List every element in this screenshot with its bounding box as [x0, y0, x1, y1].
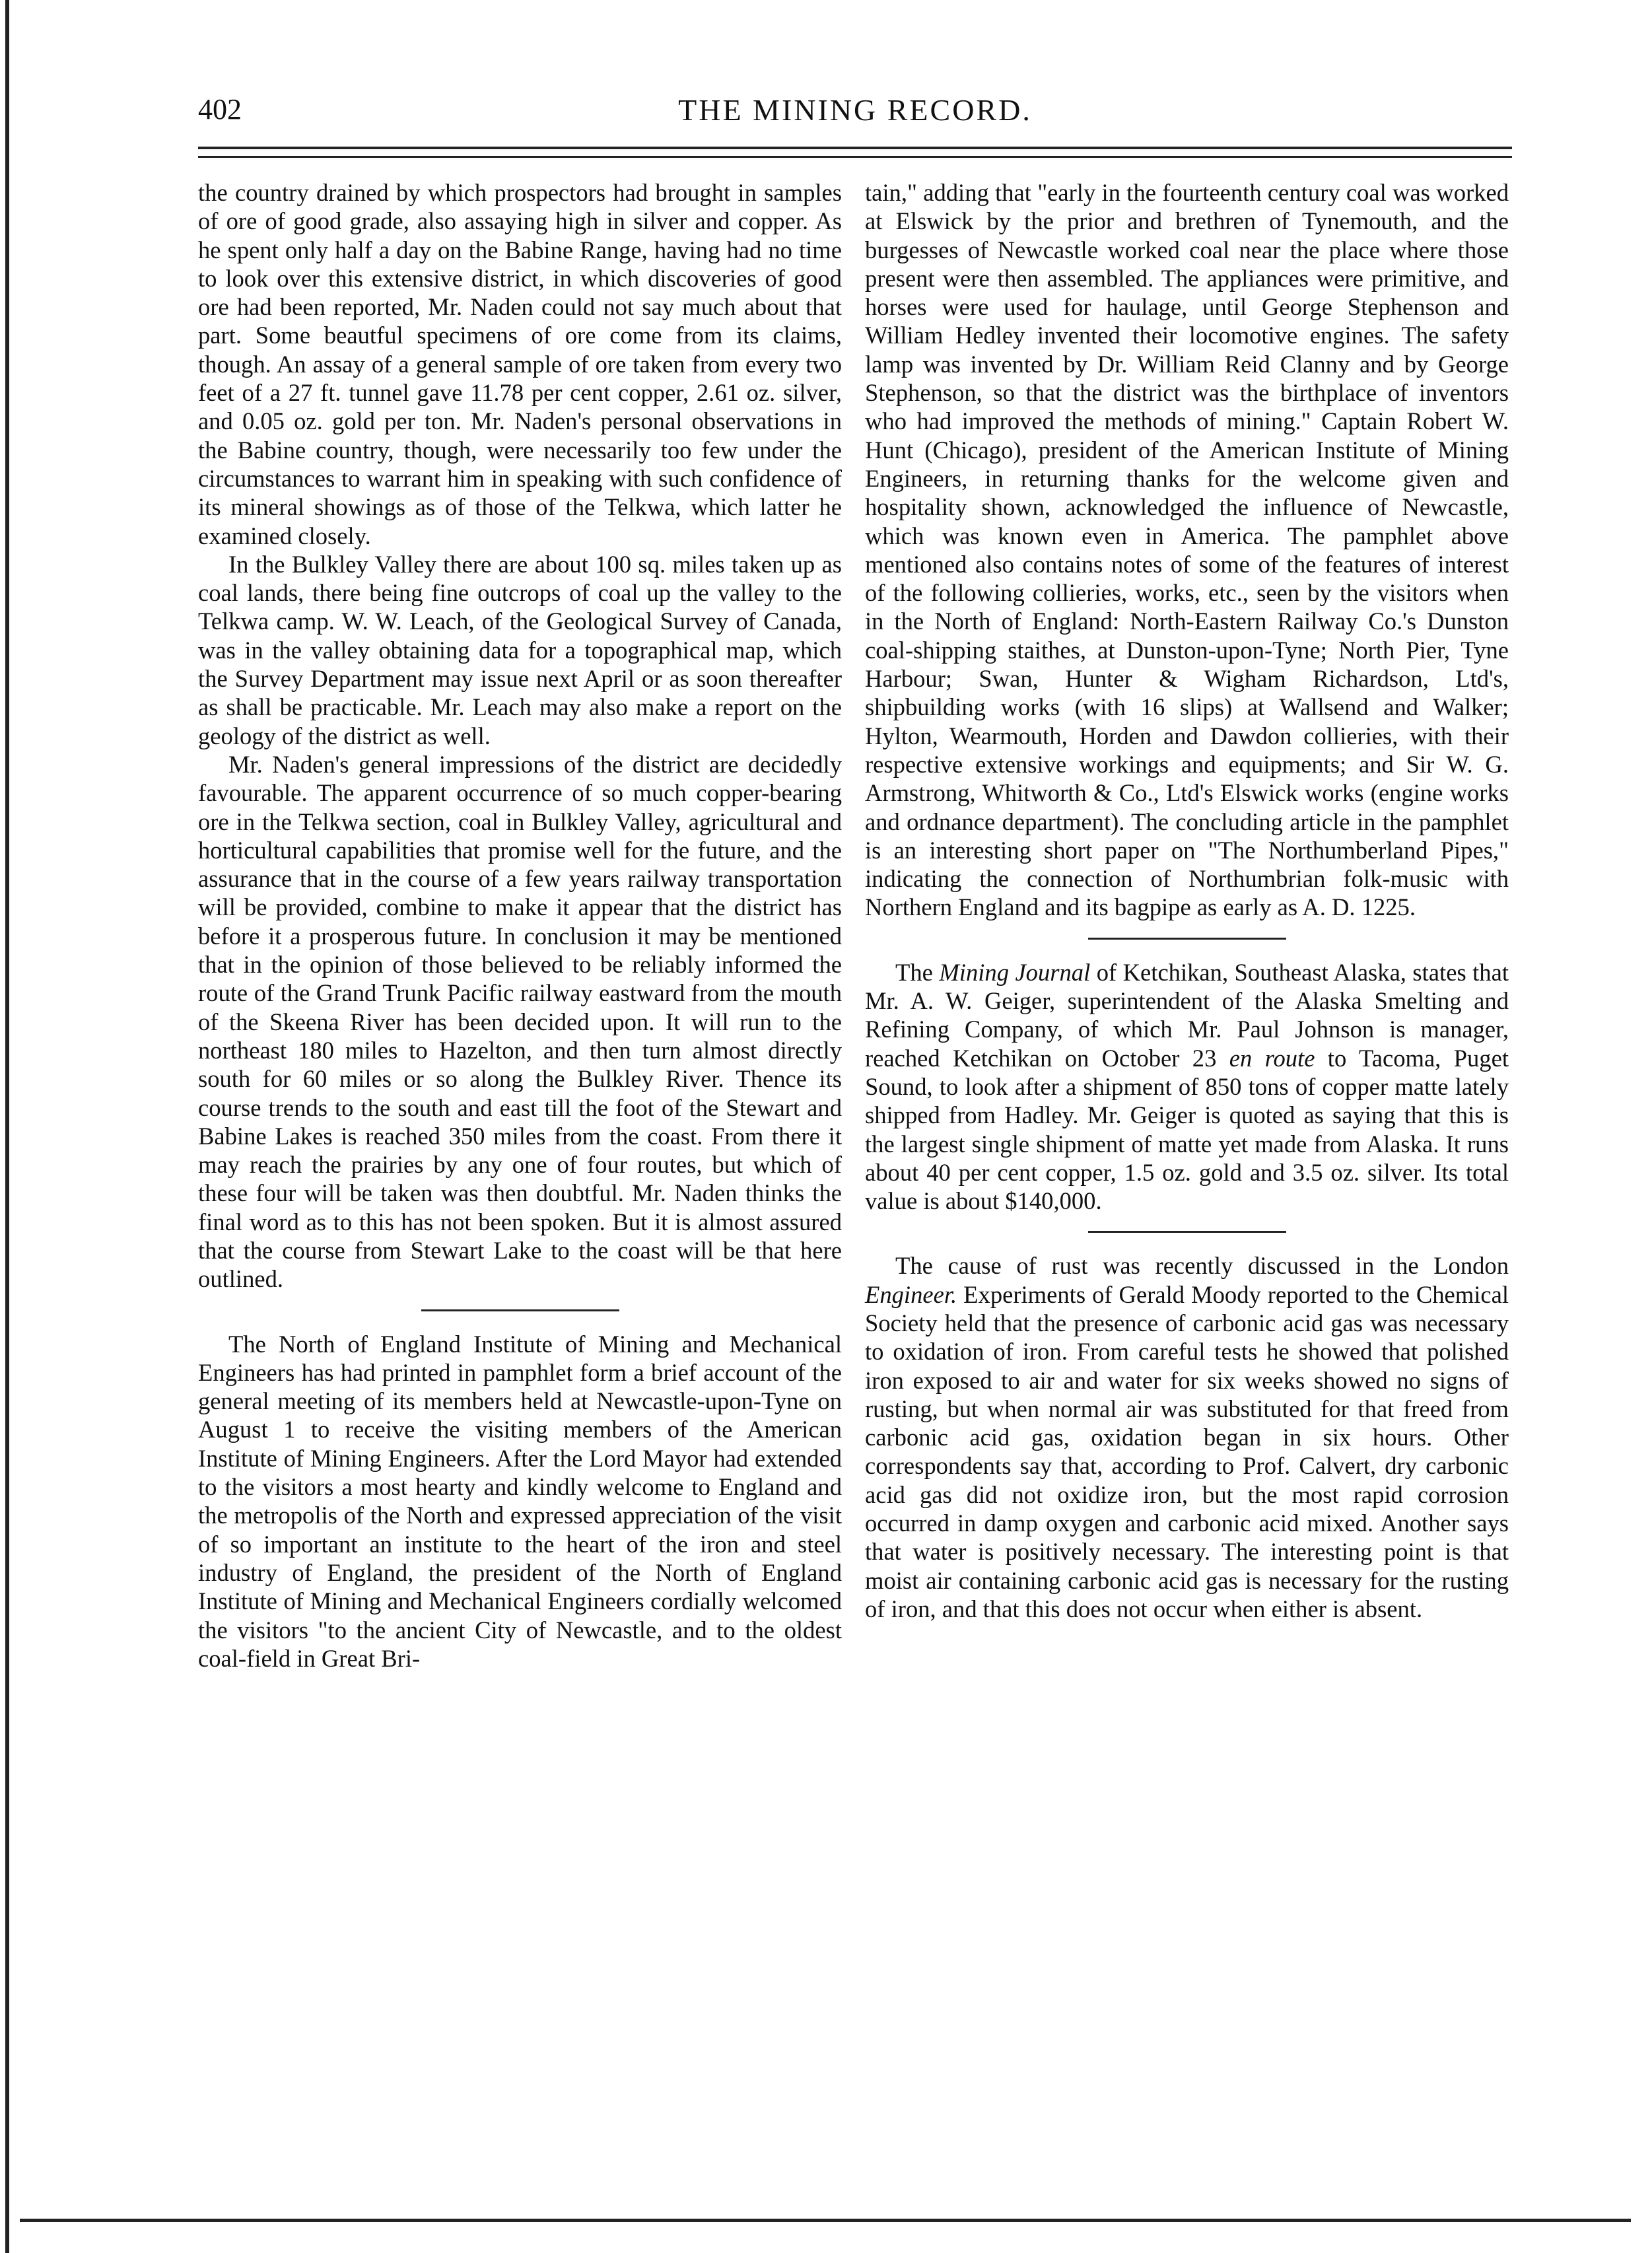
- publication-name: Engineer.: [865, 1280, 957, 1308]
- paragraph: The North of England Institute of Mining and Mechanical Engineers has had printed in pamphlet form a brief account of the general meeting of its members held at Newcastle-upon-Tyne on August 1 to receive the visiting members of the American Institute of Mining Engineers. After the Lord Mayor had extended to the visitors a most hearty and kindly welcome to England and the metropolis of the North and expressed appreciation of the visit of so important an institute to the heart of the iron and steel industry of England, the president of the North of England Institute of Mining and Mechanical Engineers cordially welcomed the visitors "to the ancient City of Newcastle, and to the oldest coal-field in Great Bri-: [198, 1330, 842, 1672]
- running-title: THE MINING RECORD.: [678, 93, 1032, 127]
- paragraph-rust: [865, 1251, 1509, 1623]
- header-rule-thin: [198, 156, 1512, 158]
- page-edge-border: [5, 0, 9, 2253]
- text-run: The cause of rust was recently discussed in the London: [895, 1252, 1509, 1280]
- header-rule: [198, 147, 1512, 149]
- page-number: 402: [198, 93, 242, 125]
- text-run: The: [895, 958, 940, 986]
- paragraph: Mr. Naden's general impressions of the district are decidedly favourable. The apparent occurrence of so much copper-bearing ore in the Telkwa section, coal in Bulkley Valley, agricultural and horticultural capabilities that promise well for the future, and the assurance that in the course of a few years railway transportation will be provided, combine to make it appear that the district has before it a prosperous future. In conclusion it may be mentioned that in the opinion of those believed to be reliably informed the route of the Grand Trunk Pacific railway eastward from the mouth of the Skeena River has been decided upon. It will run to the northeast 180 miles to Hazelton, and then turn almost directly south for 60 miles or so along the Bulkley River. Thence its course trends to the south and east till the foot of the Stewart and Babine Lakes is reached 350 miles from the coast. From there it may reach the prairies by any one of four routes, but which of these four will be taken was then doubtful. Mr. Naden thinks the final word as to this has not been spoken. But it is almost assured that the course from Stewart Lake to the coast will be that here outlined.: [198, 750, 842, 1293]
- text-run: to Tacoma, Puget Sound, to look after a shipment of 850 tons of copper matte lately shipped from Hadley. Mr. Geiger is quoted as saying that this is the largest single shipment of matte yet made from Alaska. It runs about 40 per cent copper, 1.5 oz. gold and 3.5 oz. silver. Its total value is about $140,000.: [865, 1044, 1509, 1215]
- paragraph-mining-journal: [865, 958, 1509, 1216]
- paragraph: tain," adding that "early in the fourteenth century coal was worked at Elswick by the prior and brethren of Tynemouth, and the burgesses of Newcastle worked coal near the place where those present were then assembled. The appliances were primitive, and horses were used for haulage, until George Stephenson and William Hedley invented their locomotive engines. The safety lamp was invented by Dr. William Reid Clanny and by George Stephenson, so that the district was the birthplace of inventors who had improved the methods of mining." Captain Robert W. Hunt (Chicago), president of the American Institute of Mining Engineers, in returning thanks for the welcome given and hospitality shown, acknowledged the influence of Newcastle, which was known even in America. The pamphlet above mentioned also contains notes of some of the features of interest of the following collieries, works, etc., seen by the visitors when in the North of England: North-Eastern Railway Co.'s Dunston coal-shipping staithes, at Dunston-upon-Tyne; North Pier, Tyne Harbour; Swan, Hunter & Wigham Richardson, Ltd's, shipbuilding works (with 16 slips) at Wallsend and Walker; Hylton, Wearmouth, Horden and Dawdon collieries, with their respective extensive workings and equipments; and Sir W. G. Armstrong, Whitworth & Co., Ltd's Elswick works (engine works and ordnance department). The concluding article in the pamphlet is an interesting short paper on "The Northumberland Pipes," indicating the connection of Northumbrian folk-music with Northern England and its bagpipe as early as A. D. 1225.: [865, 179, 1509, 921]
- bottom-border: [20, 2219, 1631, 2222]
- page-header: [198, 92, 1512, 145]
- paragraph: the country drained by which prospectors had brought in samples of ore of good grade, also assaying high in silver and copper. As he spent only half a day on the Babine Range, having had no time to look over this extensive district, in which discoveries of good ore had been reported, Mr. Naden could not say much about that part. Some beautful specimens of ore come from its claims, though. An assay of a general sample of ore taken from every two feet of a 27 ft. tunnel gave 11.78 per cent copper, 2.61 oz. silver, and 0.05 oz. gold per ton. Mr. Naden's personal observations in the Babine country, though, were necessarily too few under the circumstances to warrant him in speaking with such confidence of its mineral showings as of those of the Telkwa, which latter he examined closely.: [198, 179, 842, 549]
- article-separator: [1088, 1231, 1286, 1233]
- text-run: Experiments of Gerald Moody reported to the Chemical Society held that the presence of carbonic acid gas was necessary to oxidation of iron. From careful tests he showed that polished iron exposed to air and water for six weeks showed no signs of rusting, but when normal air was substituted for that freed from carbonic acid gas, oxidation began in six hours. Other correspondents say that, according to Prof. Calvert, dry carbonic acid gas did not oxidize iron, but the most rapid corrosion occurred in damp oxygen and carbonic acid mixed. Another says that water is positively necessary. The interesting point is that moist air containing carbonic acid gas is necessary for the rusting of iron, and that this does not occur when either is absent.: [865, 1280, 1509, 1622]
- article-separator: [421, 1309, 619, 1311]
- paragraph: In the Bulkley Valley there are about 100 sq. miles taken up as coal lands, there being fine outcrops of coal up the valley to the Telkwa camp. W. W. Leach, of the Geological Survey of Canada, was in the valley obtaining data for a topographical map, which the Survey Department may issue next April or as soon thereafter as shall be practicable. Mr. Leach may also make a report on the geology of the district as well.: [198, 550, 842, 749]
- publication-name: Mining Journal: [939, 958, 1091, 986]
- right-column: [865, 178, 1509, 1623]
- italic-phrase: en route: [1229, 1044, 1315, 1072]
- article-separator: [1088, 938, 1286, 940]
- left-column: [198, 178, 842, 1673]
- text-run: of Ketchikan, Southeast Alaska, states that Mr. A. W. Geiger, superintendent of the Alaska Smelting and Refining Company, of which Mr. Paul Johnson is manager, reached Ketchikan on October 23: [865, 958, 1509, 1072]
